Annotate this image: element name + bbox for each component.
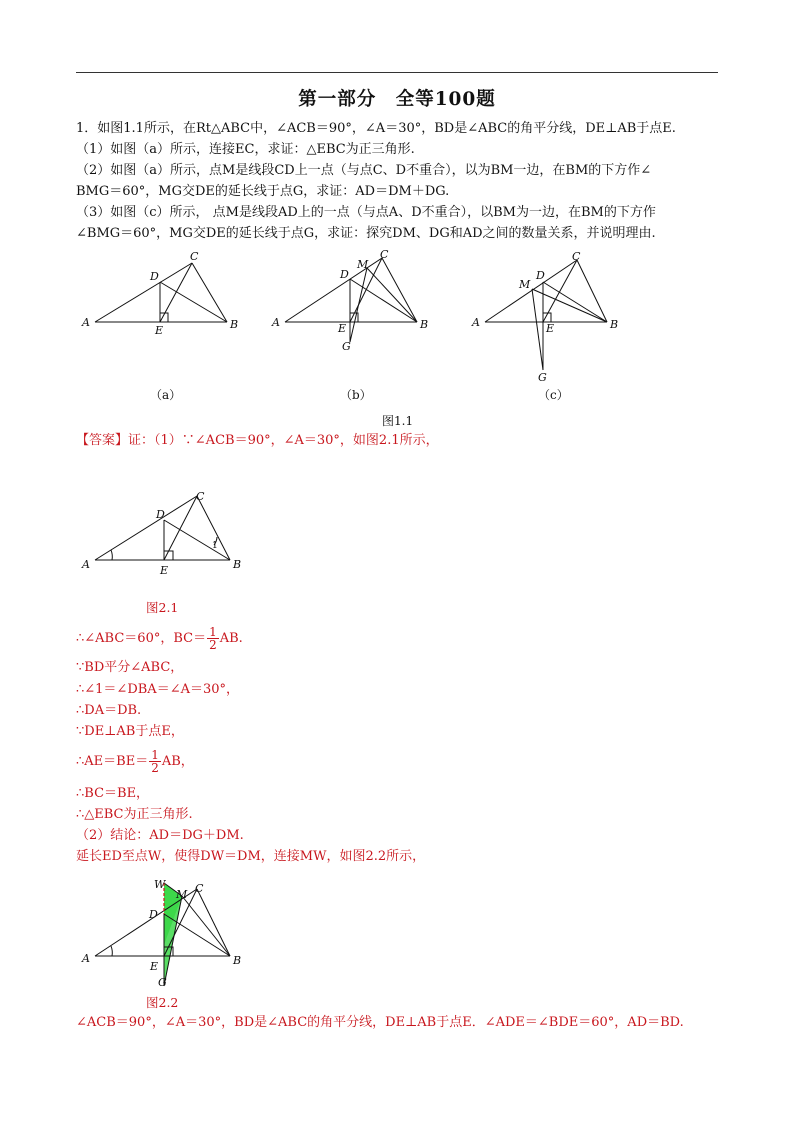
label-A: A (82, 952, 90, 965)
answer-step-9: （2）结论：AD＝DG＋DM. (76, 828, 244, 843)
label-E: E (160, 564, 169, 577)
answer-step-3: ∴∠1＝∠DBA＝∠A＝30°， (76, 682, 240, 697)
label-M: M (176, 888, 188, 901)
figure-1-1-caption: 图1.1 (382, 414, 414, 428)
answer-step-1 (76, 626, 243, 651)
label-E: E (155, 324, 164, 337)
fraction-numerator: 1 (209, 625, 217, 639)
answer-intro: 证：（1）∵∠ACB＝90°，∠A＝30°，如图2.1所示， (128, 433, 439, 448)
page-title: 第一部分 全等100题 (298, 89, 496, 110)
label-C: C (572, 250, 581, 263)
header-rule (76, 72, 718, 73)
figure-2-1 (80, 488, 250, 583)
answer-step-6 (76, 749, 194, 774)
label-C: C (196, 490, 205, 503)
label-M: M (519, 278, 531, 291)
label-G: G (158, 976, 167, 989)
fraction-denominator: 2 (151, 761, 159, 775)
question-line-5: （3）如图（c）所示， 点M是线段AD上的一点（与点A、D不重合），以BM为一边，在BM的下方作 (76, 205, 656, 220)
label-D: D (149, 908, 158, 921)
answer-step-7: ∴BC＝BE， (76, 786, 150, 801)
label-G: G (342, 340, 351, 353)
fraction-half (149, 749, 161, 774)
label-D: D (156, 508, 165, 521)
figure-b (270, 250, 440, 360)
answer-step-11: ∠ACB＝90°，∠A＝30°，BD是∠ABC的角平分线，DE⊥AB于点E．∠ADE＝∠BDE＝60°，AD＝BD. (76, 1015, 684, 1030)
figure-2-2 (80, 874, 250, 992)
question-line-4: BMG＝60°，MG交DE的延长线于点G，求证：AD＝DM＋DG. (76, 184, 450, 199)
fraction-half (207, 626, 219, 651)
label-G: G (538, 371, 547, 384)
answer-step-10: 延长ED至点W，使得DW＝DM，连接MW，如图2.2所示， (76, 849, 426, 864)
step-6-text-a: ∴AE＝BE＝ (76, 754, 149, 769)
step-6-text-b: AB， (161, 754, 194, 769)
answer-step-2: ∵BD平分∠ABC， (76, 660, 184, 675)
label-angle-1: 1 (212, 541, 218, 551)
figure-c-caption: （c） (538, 388, 569, 402)
answer-step-4: ∴DA＝DB. (76, 703, 142, 718)
question-line-6: ∠BMG＝60°，MG交DE的延长线于点G，求证：探究DM、DG和AD之间的数量关系，并说明理由. (76, 226, 656, 241)
question-line-1: 1．如图1.1所示，在Rt△ABC中，∠ACB＝90°，∠A＝30°，BD是∠ABC的角平分线，DE⊥AB于点E. (76, 121, 676, 136)
figure-a-caption: （a） (150, 388, 182, 402)
label-C: C (380, 250, 389, 261)
label-M: M (357, 258, 369, 271)
figure-b-caption: （b） (340, 388, 372, 402)
step-1-text-b: AB. (219, 631, 243, 646)
label-A: A (82, 558, 90, 571)
figure-c (470, 250, 630, 385)
label-B: B (233, 558, 242, 571)
answer-step-8: ∴△EBC为正三角形. (76, 807, 193, 822)
label-E: E (546, 322, 555, 335)
label-E: E (150, 960, 159, 973)
label-D: D (340, 268, 349, 281)
label-W: W (154, 878, 166, 891)
figure-a (80, 250, 250, 345)
question-line-2: （1）如图（a）所示，连接EC，求证：△EBC为正三角形. (76, 142, 415, 157)
label-E: E (338, 322, 347, 335)
figure-2-2-caption: 图2.2 (146, 995, 179, 1010)
answer-step-5: ∵DE⊥AB于点E， (76, 724, 184, 739)
answer-tag: 【答案】 (76, 433, 129, 448)
label-B: B (230, 318, 239, 331)
label-A: A (272, 316, 280, 329)
label-A: A (82, 316, 90, 329)
fraction-numerator: 1 (151, 748, 159, 762)
figure-2-1-caption: 图2.1 (146, 600, 179, 615)
label-B: B (420, 318, 429, 331)
label-B: B (610, 318, 619, 331)
question-line-3: （2）如图（a）所示，点M是线段CD上一点（与点C、D不重合），以为BM一边，在BM的下方作∠ (76, 163, 652, 178)
fraction-denominator: 2 (209, 638, 217, 652)
label-A: A (472, 316, 480, 329)
label-C: C (195, 882, 204, 895)
label-C: C (190, 250, 199, 263)
label-B: B (233, 954, 242, 967)
label-D: D (150, 270, 159, 283)
label-D: D (536, 269, 545, 282)
step-1-text-a: ∴∠ABC＝60°，BC＝ (76, 631, 207, 646)
answer-intro-line (76, 433, 439, 449)
